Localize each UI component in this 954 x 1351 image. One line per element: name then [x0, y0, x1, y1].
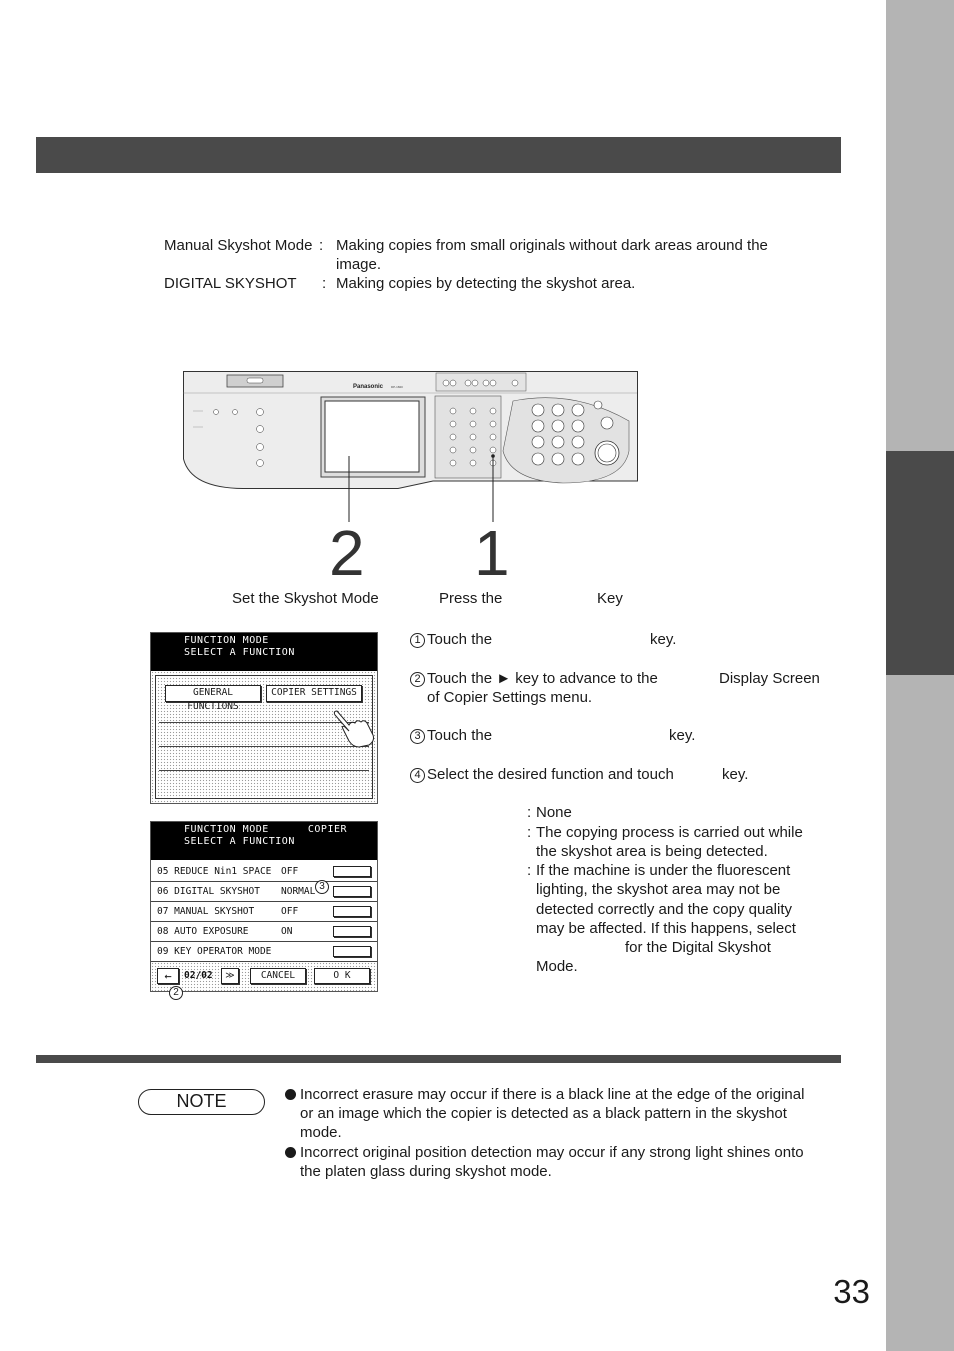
lcd-setting-row[interactable] — [151, 942, 377, 962]
step-caption: Set the Skyshot Mode — [232, 590, 379, 607]
lcd-setting-row[interactable] — [151, 922, 377, 942]
setting-select-button[interactable] — [333, 926, 371, 937]
setting-value: OFF — [281, 866, 299, 877]
option-text: lighting, the skyshot area may not be — [536, 881, 781, 898]
general-functions-button[interactable]: GENERAL FUNCTIONS — [165, 685, 261, 702]
hand-pointer-icon — [333, 705, 377, 749]
note-line: mode. — [300, 1124, 342, 1141]
setting-label: 08 AUTO EXPOSURE — [157, 926, 249, 937]
option-text: detected correctly and the copy quality — [536, 901, 792, 918]
section-tab — [886, 451, 954, 675]
option-text: for the Digital Skyshot — [625, 939, 771, 956]
back-arrow-icon[interactable]: ← — [157, 968, 179, 984]
lcd-header-line: FUNCTION MODE — [184, 635, 269, 646]
instruction-text: key. — [722, 766, 749, 783]
lcd-function-menu — [150, 632, 378, 804]
lcd-header — [151, 822, 377, 860]
lcd-header-line: SELECT A FUNCTION — [184, 836, 295, 847]
instruction-text: Display Screen — [719, 670, 820, 687]
setting-label: 05 REDUCE Nin1 SPACE — [157, 866, 272, 877]
setting-label: 07 MANUAL SKYSHOT — [157, 906, 255, 917]
section-rule — [36, 1055, 841, 1063]
ok-button[interactable]: O K — [314, 968, 370, 984]
note-bullet — [285, 1085, 845, 1142]
callout-marker: 3 — [315, 880, 329, 894]
instruction-text: Select the desired function and touch — [427, 766, 674, 783]
bullet-icon — [285, 1089, 296, 1100]
definition-text: Making copies by detecting the skyshot area. — [336, 275, 636, 292]
lcd-header-line: FUNCTION MODE COPIER — [184, 824, 348, 835]
instruction-text: key. — [650, 631, 677, 648]
step-marker: 3 — [410, 729, 425, 744]
step-number: 1 — [474, 517, 510, 589]
instruction-step — [410, 765, 674, 784]
definition-text: image. — [336, 256, 382, 273]
title-bar — [36, 137, 841, 173]
step-caption: Key — [597, 590, 623, 607]
option-text: the skyshot area is being detected. — [536, 843, 768, 860]
page-indicator: 02/02 — [184, 970, 213, 981]
setting-select-button[interactable] — [333, 886, 371, 897]
option-text: If the machine is under the fluorescent — [536, 862, 791, 879]
note-badge: NOTE — [138, 1089, 265, 1115]
panel-model: DP-1820 — [391, 385, 403, 389]
option-text: The copying process is carried out while — [536, 824, 803, 841]
next-arrow-icon[interactable]: ≫ — [221, 968, 239, 984]
step-marker: 1 — [410, 633, 425, 648]
setting-label: 06 DIGITAL SKYSHOT — [157, 886, 260, 897]
option-text: may be affected. If this happens, select — [536, 920, 796, 937]
lcd-setting-row[interactable] — [151, 882, 377, 902]
instruction-step — [410, 726, 492, 745]
note-line: the platen glass during skyshot mode. — [300, 1163, 552, 1180]
instruction-text: of Copier Settings menu. — [427, 689, 593, 706]
lcd-copier-settings — [150, 821, 378, 992]
edge-strip — [886, 0, 954, 1351]
cancel-button[interactable]: CANCEL — [250, 968, 306, 984]
setting-value: ON — [281, 926, 293, 937]
definition-separator: : — [322, 275, 327, 292]
instruction-text: Touch the — [427, 631, 493, 648]
step-marker: 4 — [410, 768, 425, 783]
setting-select-button[interactable] — [333, 866, 371, 877]
definition-term: DIGITAL SKYSHOT — [164, 275, 297, 292]
instruction-text: Touch the — [427, 727, 493, 744]
callout-marker: 2 — [169, 986, 183, 1000]
instruction-text: key. — [669, 727, 696, 744]
lcd-header-line: SELECT A FUNCTION — [184, 647, 295, 658]
copier-settings-button[interactable]: COPIER SETTINGS — [266, 685, 362, 702]
step-caption: Press the — [439, 590, 503, 607]
note-bullet — [285, 1143, 845, 1181]
setting-value: OFF — [281, 906, 299, 917]
note-line: Incorrect erasure may occur if there is a black line at the edge of the original — [300, 1086, 805, 1103]
bullet-icon — [285, 1147, 296, 1158]
note-line: or an image which the copier is detected as a black pattern in the skyshot — [300, 1105, 787, 1122]
step-marker: 2 — [410, 672, 425, 687]
option-separator: : — [527, 824, 532, 841]
option-text: None — [536, 804, 572, 821]
lcd-header — [151, 633, 377, 671]
page-number: 33 — [833, 1273, 870, 1310]
setting-label: 09 KEY OPERATOR MODE — [157, 946, 272, 957]
step-number: 2 — [329, 517, 365, 589]
instruction-step — [410, 669, 658, 688]
option-separator: : — [527, 862, 532, 879]
panel-brand: Panasonic — [353, 384, 384, 390]
setting-value: NORMAL — [281, 886, 316, 897]
instruction-step — [410, 630, 492, 649]
lcd-setting-row[interactable] — [151, 902, 377, 922]
definition-text: Making copies from small originals without dark areas around the — [336, 237, 768, 254]
option-text: Mode. — [536, 958, 578, 975]
option-separator: : — [527, 804, 532, 821]
note-line: Incorrect original position detection may occur if any strong light shines onto — [300, 1144, 804, 1161]
definition-separator: : — [319, 237, 324, 254]
instruction-text: Touch the ► key to advance to the — [427, 670, 658, 687]
definition-term: Manual Skyshot Mode — [164, 237, 313, 254]
setting-select-button[interactable] — [333, 946, 371, 957]
setting-select-button[interactable] — [333, 906, 371, 917]
lcd-setting-row[interactable] — [151, 862, 377, 882]
